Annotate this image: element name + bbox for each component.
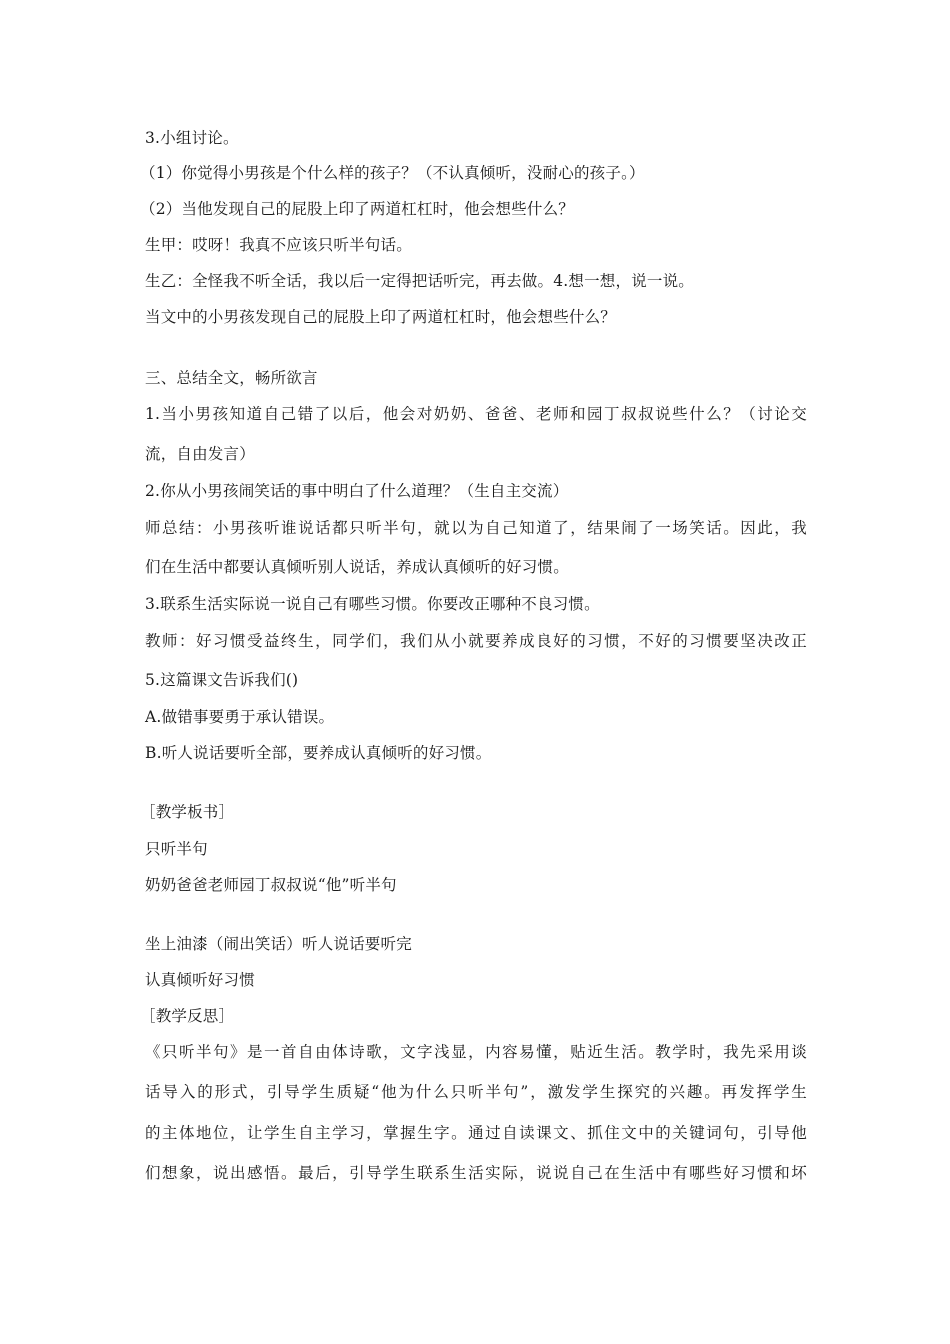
option-a: A.做错事要勇于承认错误。: [145, 708, 335, 726]
text-line: 认真倾听好习惯: [145, 971, 255, 989]
text-line: 们在生活中都要认真倾听别人说话，养成认真倾听的好习惯。: [145, 558, 569, 576]
text-line: 3.联系生活实际说一说自己有哪些习惯。你要改正哪种不良习惯。: [145, 595, 600, 613]
text-line: 流，自由发言）: [145, 445, 255, 463]
text-line: 2.你从小男孩闹笑话的事中明白了什么道理？（生自主交流）: [145, 482, 569, 500]
text-line: 奶奶爸爸老师园丁叔叔说“他”听半句: [145, 876, 397, 894]
section-heading: 三、总结全文，畅所欲言: [145, 369, 318, 387]
text-line: （2）当他发现自己的屁股上印了两道杠杠时，他会想些什么？: [140, 200, 574, 218]
text-line: 教师：好习惯受益终生，同学们，我们从小就要养成良好的习惯，不好的习惯要坚决改正: [145, 632, 807, 650]
text-line: 们想象，说出感悟。最后，引导学生联系生活实际，说说自己在生活中有哪些好习惯和坏: [145, 1164, 807, 1182]
text-line: 生甲：哎呀！我真不应该只听半句话。: [145, 236, 412, 254]
text-line: 生乙：全怪我不听全话，我以后一定得把话听完，再去做。4.想一想，说一说。: [145, 272, 694, 290]
text-line: 的主体地位，让学生自主学习，掌握生字。通过自读课文、抓住文中的关键词句，引导他: [145, 1124, 807, 1142]
text-line: （1）你觉得小男孩是个什么样的孩子？（不认真倾听，没耐心的孩子。）: [140, 164, 645, 182]
option-b: B.听人说话要听全部，要养成认真倾听的好习惯。: [145, 744, 492, 762]
text-line: 《只听半句》是一首自由体诗歌，文字浅显，内容易懂，贴近生活。教学时，我先采用谈: [145, 1043, 807, 1061]
text-line: 5.这篇课文告诉我们(): [145, 671, 299, 689]
section-heading: ［教学板书］: [140, 803, 235, 821]
text-line: 话导入的形式，引导学生质疑“他为什么只听半句”，激发学生探究的兴趣。再发挥学生: [145, 1083, 807, 1101]
text-line: 1.当小男孩知道自己错了以后，他会对奶奶、爸爸、老师和园丁叔叔说些什么？（讨论交: [145, 405, 807, 423]
text-line: 师总结：小男孩听谁说话都只听半句，就以为自己知道了，结果闹了一场笑话。因此，我: [145, 519, 807, 537]
text-line: 3.小组讨论。: [145, 129, 239, 147]
text-line: 当文中的小男孩发现自己的屁股上印了两道杠杠时，他会想些什么？: [145, 308, 617, 326]
text-line: 只听半句: [145, 840, 208, 858]
text-line: 坐上油漆（闹出笑话）听人说话要听完: [145, 935, 412, 953]
section-heading: ［教学反思］: [140, 1007, 235, 1025]
